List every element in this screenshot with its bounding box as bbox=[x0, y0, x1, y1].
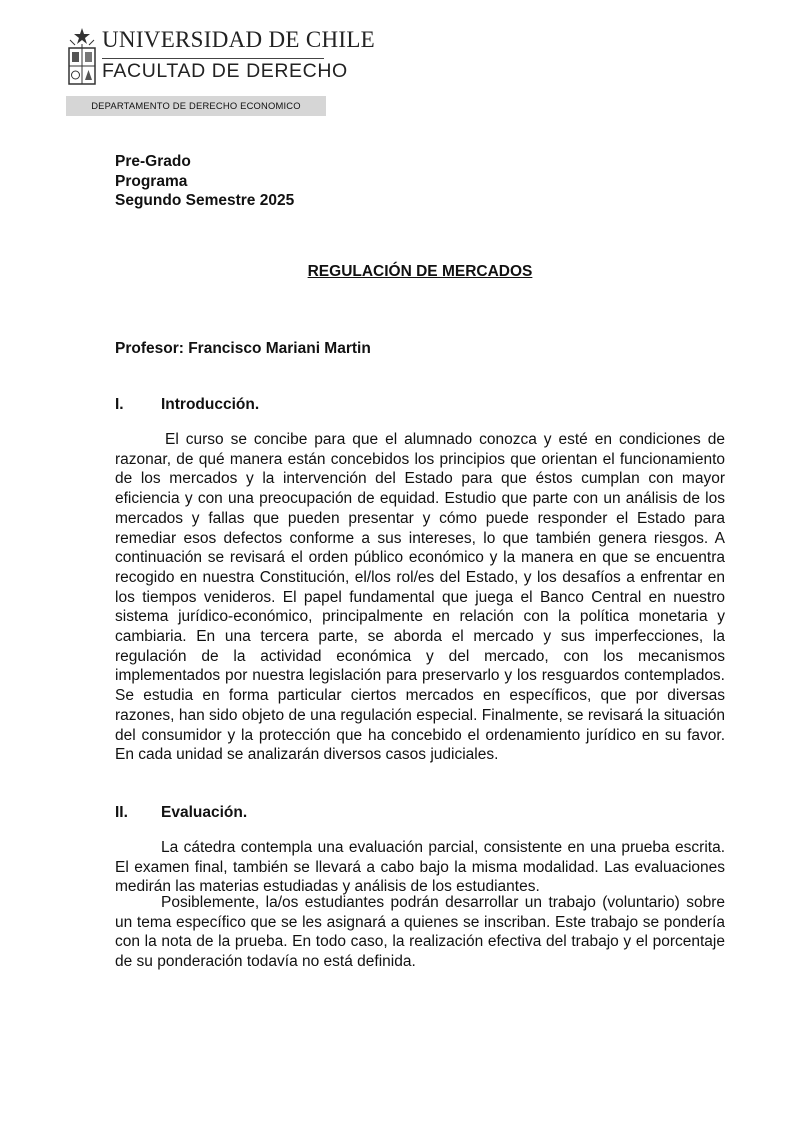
institution-header bbox=[66, 26, 376, 118]
section-number: II. bbox=[115, 804, 128, 821]
section-title: Evaluación. bbox=[161, 804, 248, 821]
intro-paragraph: El curso se concibe para que el alumnado conozca y esté en condiciones de razonar, de qué manera están concebidos los principios que orientan el funcionamiento de los mercados y la intervención del Estado para que éstos cumplan con mayor eficiencia y con una preocupación de equidad. Estudio que parte con un análisis de los mercados y fallas que pueden presentar y cómo puede responder el Estado para remediar esos defectos conforme a sus intereses, lo que también genera riesgos. A continuación se revisará el orden público económico y la manera en que se encuentra recogido en nuestra Constitución, el/los rol/es del Estado, y los desafíos a enfrentar en los tiempos venideros. El papel fundamental que juega el Banco Central en nuestro sistema jurídico-económico, principalmente en relación con la política monetaria y cambiaria. En una tercera parte, se aborda el mercado y sus imperfecciones, la regulación de la actividad económica y del mercado, con los mecanismos implementados por nuestra legislación para preservarlo y los resguardos contemplados. Se estudia en forma particular ciertos mercados en específicos, que por diversas razones, han sido objeto de una regulación especial. Finalmente, se revisará la situación del consumidor y la protección que ha concebido el ordenamiento jurídico en su favor. En cada unidad se analizarán diversos casos judiciales. bbox=[115, 431, 725, 764]
course-level: Pre-Grado bbox=[115, 153, 191, 170]
course-meta bbox=[115, 152, 294, 211]
section-heading-evaluation bbox=[115, 804, 247, 822]
course-kind: Programa bbox=[115, 172, 188, 190]
university-name: UNIVERSIDAD DE CHILE bbox=[102, 27, 376, 52]
course-title: REGULACIÓN DE MERCADOS bbox=[307, 263, 533, 280]
section-heading-intro bbox=[115, 396, 259, 414]
evaluation-paragraph-2: Posiblemente, la/os estudiantes podrán desarrollar un trabajo (voluntario) sobre un tema específico que se les asignará a quienes se inscriban. Este trabajo se pondería con la nota de la prueba. En todo caso, la realización efectiva del trabajo y el porcentaje de su ponderación todavía no está definida. bbox=[115, 894, 725, 971]
section-title: Introducción. bbox=[161, 396, 260, 413]
department-band: DEPARTAMENTO DE DERECHO ECONOMICO bbox=[66, 96, 326, 116]
course-semester: Segundo Semestre 2025 bbox=[115, 192, 295, 209]
university-crest-icon bbox=[66, 28, 98, 88]
header-divider bbox=[102, 58, 324, 59]
faculty-name: FACULTAD DE DERECHO bbox=[102, 60, 348, 82]
evaluation-paragraph-1: La cátedra contempla una evaluación parcial, consistente en una prueba escrita. El examen final, también se llevará a cabo bajo la misma modalidad. Las evaluaciones medirán las materias estudiadas y análisis de los estudiantes. bbox=[115, 839, 725, 896]
section-number: I. bbox=[115, 396, 124, 413]
professor-line: Profesor: Francisco Mariani Martin bbox=[115, 340, 371, 357]
